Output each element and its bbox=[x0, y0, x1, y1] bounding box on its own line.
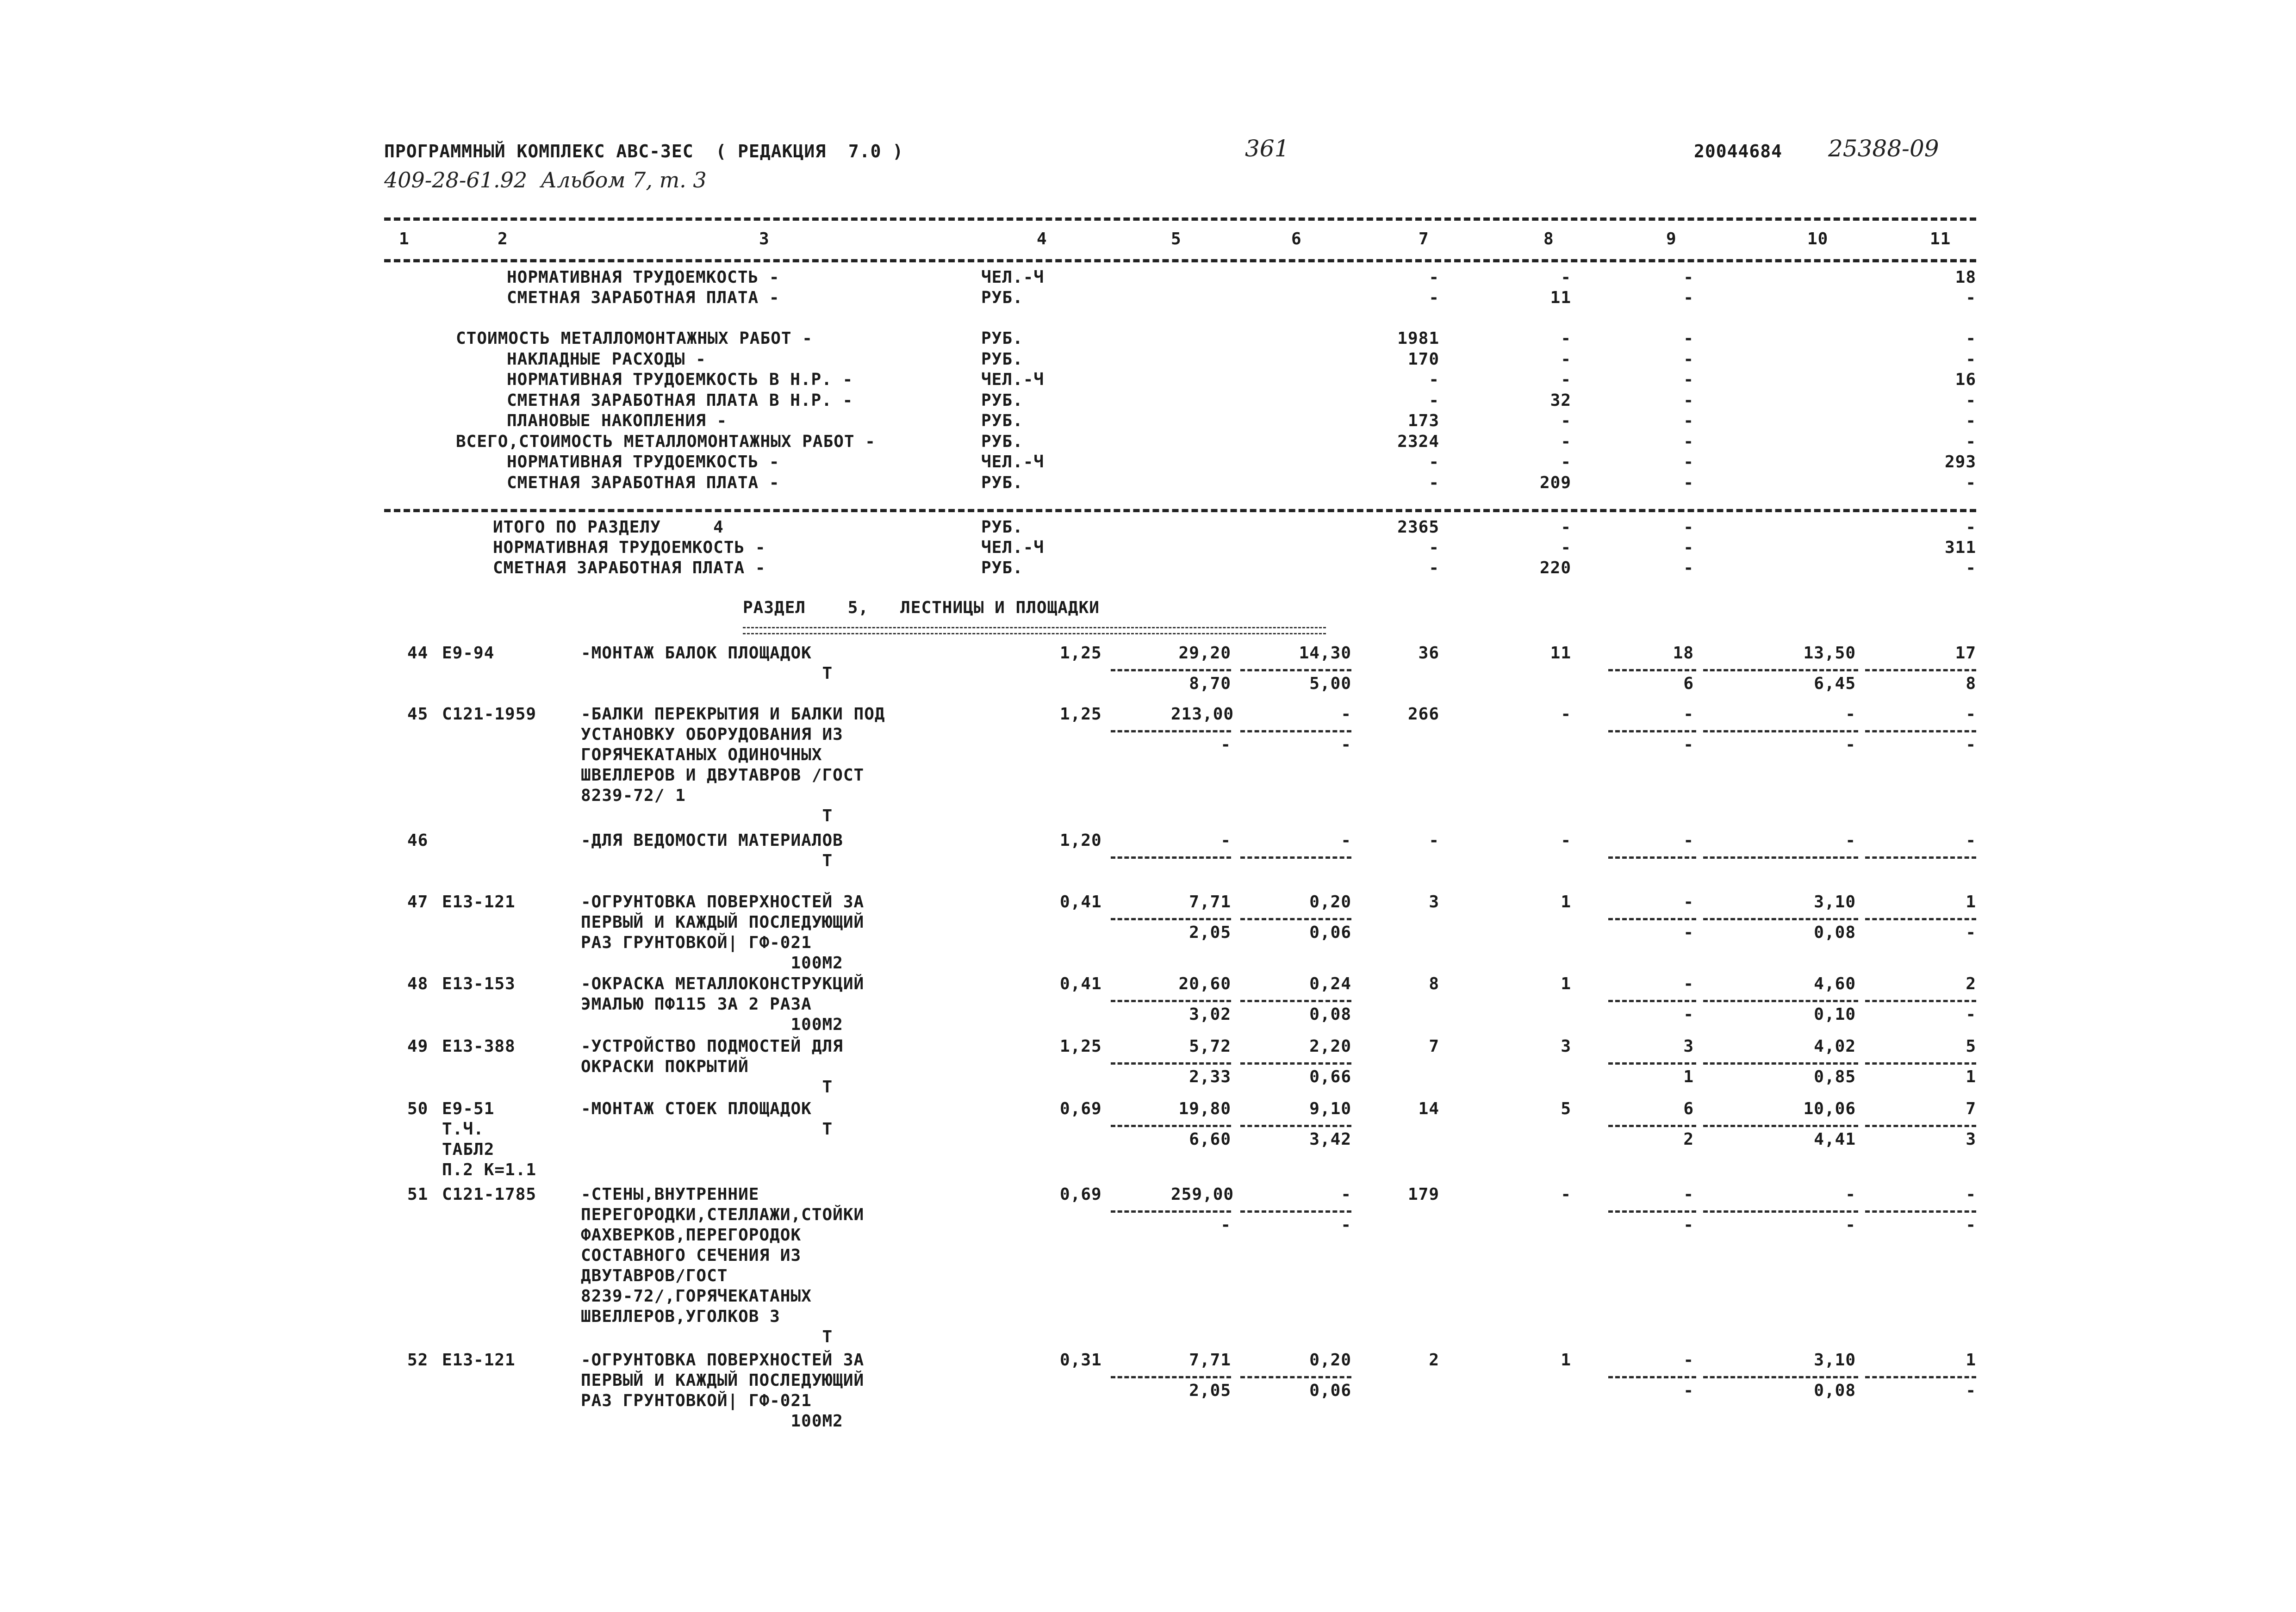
summary-col8: 32 bbox=[1550, 391, 1571, 410]
item-underline-6 bbox=[1240, 856, 1351, 859]
item-unit-wage-sub: 0,66 bbox=[1309, 1067, 1351, 1086]
item-underline-11 bbox=[1865, 669, 1976, 671]
table-header-rule bbox=[384, 259, 1976, 262]
item-col10: - bbox=[1845, 1185, 1856, 1204]
item-unit-wage-sub: - bbox=[1341, 1215, 1351, 1234]
item-code: С121-1959 bbox=[442, 705, 537, 724]
item-description: -ДЛЯ ВЕДОМОСТИ МАТЕРИАЛОВ Т bbox=[581, 831, 843, 870]
item-underline-10 bbox=[1703, 1000, 1858, 1002]
item-underline-9 bbox=[1608, 856, 1696, 859]
summary-col11: 311 bbox=[1944, 538, 1976, 557]
item-unit-cost: 29,20 bbox=[1178, 644, 1231, 663]
item-col10-sub: - bbox=[1845, 735, 1856, 754]
item-number: 51 bbox=[407, 1185, 429, 1204]
column-number-1: 1 bbox=[399, 229, 410, 248]
summary-unit: РУБ. bbox=[981, 391, 1023, 410]
item-col10: 4,02 bbox=[1814, 1037, 1856, 1056]
item-underline-6 bbox=[1240, 1000, 1351, 1002]
item-unit-wage: 0,20 bbox=[1309, 1351, 1351, 1370]
summary-col11: - bbox=[1966, 329, 1976, 348]
item-unit-cost-sub: - bbox=[1220, 735, 1231, 754]
item-unit-cost: - bbox=[1220, 831, 1231, 850]
summary-col7: - bbox=[1429, 473, 1439, 492]
item-col9: - bbox=[1683, 1351, 1694, 1370]
column-number-9: 9 bbox=[1666, 229, 1677, 248]
item-unit-cost-sub: 2,33 bbox=[1189, 1067, 1231, 1086]
summary-col7: 2324 bbox=[1397, 432, 1439, 451]
column-number-5: 5 bbox=[1171, 229, 1182, 248]
item-unit-wage: - bbox=[1341, 1185, 1351, 1204]
item-col11-sub: 1 bbox=[1966, 1067, 1976, 1086]
item-underline-6 bbox=[1240, 730, 1351, 732]
item-col10: 3,10 bbox=[1814, 1351, 1856, 1370]
item-col10-sub: 6,45 bbox=[1814, 674, 1856, 693]
item-code: Е13-153 bbox=[442, 974, 516, 993]
summary-unit: ЧЕЛ.-Ч bbox=[981, 370, 1045, 389]
summary-col7: - bbox=[1429, 558, 1439, 577]
item-col10: - bbox=[1845, 705, 1856, 724]
item-total-wage: - bbox=[1561, 1185, 1571, 1204]
table-top-rule bbox=[384, 217, 1976, 221]
item-col9-sub: - bbox=[1683, 1215, 1694, 1234]
item-col11: 1 bbox=[1966, 1351, 1976, 1370]
summary-unit: РУБ. bbox=[981, 329, 1023, 348]
item-unit-wage: - bbox=[1341, 705, 1351, 724]
summary-label: ИТОГО ПО РАЗДЕЛУ 4 bbox=[493, 518, 724, 537]
summary-col8: - bbox=[1561, 370, 1571, 389]
item-total-wage: - bbox=[1561, 705, 1571, 724]
item-quantity: 1,25 bbox=[1060, 644, 1102, 663]
item-underline-11 bbox=[1865, 1210, 1976, 1213]
summary-col7: 170 bbox=[1407, 349, 1439, 369]
summary-unit: ЧЕЛ.-Ч bbox=[981, 453, 1045, 471]
summary-unit: ЧЕЛ.-Ч bbox=[981, 538, 1045, 557]
item-number: 50 bbox=[407, 1099, 429, 1118]
summary-col8: 209 bbox=[1539, 473, 1571, 492]
summary-label: СМЕТНАЯ ЗАРАБОТНАЯ ПЛАТА - bbox=[493, 558, 766, 577]
item-unit-cost: 7,71 bbox=[1189, 893, 1231, 911]
item-col10-sub: - bbox=[1845, 1215, 1856, 1234]
item-col9: 18 bbox=[1673, 644, 1694, 663]
item-total-wage: 11 bbox=[1550, 644, 1571, 663]
summary-label: ВСЕГО,СТОИМОСТЬ МЕТАЛЛОМОНТАЖНЫХ РАБОТ - bbox=[456, 432, 876, 451]
item-underline-10 bbox=[1703, 1210, 1858, 1213]
item-total-wage: 1 bbox=[1561, 1351, 1571, 1370]
item-underline-9 bbox=[1608, 1125, 1696, 1127]
item-col10-sub: 4,41 bbox=[1814, 1130, 1856, 1149]
item-description: -ОГРУНТОВКА ПОВЕРХНОСТЕЙ ЗА ПЕРВЫЙ И КАЖДЫЙ ПОСЛЕДУЮЩИЙ РАЗ ГРУНТОВКОЙ| ГФ-021 100М2 bbox=[581, 1351, 865, 1431]
item-underline-5 bbox=[1111, 669, 1231, 671]
item-unit-wage: 0,20 bbox=[1309, 893, 1351, 911]
summary-col8: - bbox=[1561, 518, 1571, 537]
summary-col7: 2365 bbox=[1397, 518, 1439, 537]
item-quantity: 0,69 bbox=[1060, 1099, 1102, 1118]
item-unit-wage: 14,30 bbox=[1299, 644, 1351, 663]
item-underline-10 bbox=[1703, 918, 1858, 920]
item-unit-cost-sub: 2,05 bbox=[1189, 1381, 1231, 1400]
item-underline-5 bbox=[1111, 1125, 1231, 1127]
item-unit-cost-sub: 2,05 bbox=[1189, 923, 1231, 942]
item-col11-sub: - bbox=[1966, 923, 1976, 942]
item-unit-cost: 259,00 bbox=[1171, 1185, 1234, 1204]
item-col10: 3,10 bbox=[1814, 893, 1856, 911]
item-underline-10 bbox=[1703, 1062, 1858, 1065]
item-total-cost: 7 bbox=[1429, 1037, 1439, 1056]
item-number: 44 bbox=[407, 644, 429, 663]
summary-col9: - bbox=[1683, 411, 1694, 430]
summary-col9: - bbox=[1683, 329, 1694, 348]
summary-col9: - bbox=[1683, 370, 1694, 389]
summary-col11: 293 bbox=[1944, 453, 1976, 471]
summary-col9: - bbox=[1683, 518, 1694, 537]
summary-col11: - bbox=[1966, 349, 1976, 369]
item-quantity: 0,41 bbox=[1060, 893, 1102, 911]
item-underline-5 bbox=[1111, 918, 1231, 920]
item-total-cost: 266 bbox=[1407, 705, 1439, 724]
section-title: РАЗДЕЛ 5, ЛЕСТНИЦЫ И ПЛОЩАДКИ bbox=[743, 598, 1100, 617]
item-total-wage: 5 bbox=[1561, 1099, 1571, 1118]
item-col9-sub: 1 bbox=[1683, 1067, 1694, 1086]
summary-unit: РУБ. bbox=[981, 558, 1023, 577]
summary-col11: - bbox=[1966, 391, 1976, 410]
item-quantity: 0,69 bbox=[1060, 1185, 1102, 1204]
item-total-wage: 3 bbox=[1561, 1037, 1571, 1056]
summary-label: СТОИМОСТЬ МЕТАЛЛОМОНТАЖНЫХ РАБОТ - bbox=[456, 329, 813, 348]
item-number: 48 bbox=[407, 974, 429, 993]
item-col11: 2 bbox=[1966, 974, 1976, 993]
summary-col9: - bbox=[1683, 288, 1694, 307]
summary-unit: РУБ. bbox=[981, 349, 1023, 369]
summary-col8: - bbox=[1561, 453, 1571, 471]
summary-label: НОРМАТИВНАЯ ТРУДОЕМКОСТЬ - bbox=[493, 538, 766, 557]
summary-col8: - bbox=[1561, 349, 1571, 369]
column-number-11: 11 bbox=[1930, 229, 1951, 248]
item-total-cost: 14 bbox=[1418, 1099, 1439, 1118]
column-number-10: 10 bbox=[1807, 229, 1829, 248]
item-col11-sub: - bbox=[1966, 1381, 1976, 1400]
item-total-cost: - bbox=[1429, 831, 1439, 850]
item-col10: 10,06 bbox=[1803, 1099, 1856, 1118]
column-number-7: 7 bbox=[1419, 229, 1429, 248]
item-unit-cost-sub: 8,70 bbox=[1189, 674, 1231, 693]
item-underline-9 bbox=[1608, 1210, 1696, 1213]
item-unit-cost: 20,60 bbox=[1178, 974, 1231, 993]
item-quantity: 1,25 bbox=[1060, 1037, 1102, 1056]
item-underline-9 bbox=[1608, 918, 1696, 920]
item-code: Е13-121 bbox=[442, 893, 516, 911]
item-unit-wage-sub: 5,00 bbox=[1309, 674, 1351, 693]
summary-col11: - bbox=[1966, 432, 1976, 451]
item-underline-9 bbox=[1608, 1376, 1696, 1378]
item-unit-wage: 9,10 bbox=[1309, 1099, 1351, 1118]
item-unit-cost-sub: - bbox=[1220, 1215, 1231, 1234]
item-unit-wage: 2,20 bbox=[1309, 1037, 1351, 1056]
item-description: -ОГРУНТОВКА ПОВЕРХНОСТЕЙ ЗА ПЕРВЫЙ И КАЖДЫЙ ПОСЛЕДУЮЩИЙ РАЗ ГРУНТОВКОЙ| ГФ-021 100М2 bbox=[581, 893, 865, 973]
item-unit-cost-sub: 6,60 bbox=[1189, 1130, 1231, 1149]
item-description: -ОКРАСКА МЕТАЛЛОКОНСТРУКЦИЙ ЭМАЛЬЮ ПФ115 ЗА 2 РАЗА 100М2 bbox=[581, 974, 865, 1034]
item-underline-6 bbox=[1240, 1376, 1351, 1378]
item-underline-10 bbox=[1703, 856, 1858, 859]
item-underline-6 bbox=[1240, 1125, 1351, 1127]
item-number: 45 bbox=[407, 705, 429, 724]
summary-col7: - bbox=[1429, 268, 1439, 287]
item-underline-11 bbox=[1865, 730, 1976, 732]
summary-unit: РУБ. bbox=[981, 432, 1023, 451]
item-underline-9 bbox=[1608, 1062, 1696, 1065]
item-underline-10 bbox=[1703, 1125, 1858, 1127]
summary-col11: - bbox=[1966, 411, 1976, 430]
item-underline-5 bbox=[1111, 1210, 1231, 1213]
summary-col11: - bbox=[1966, 518, 1976, 537]
item-col11: - bbox=[1966, 1185, 1976, 1204]
summary-col9: - bbox=[1683, 349, 1694, 369]
item-quantity: 1,25 bbox=[1060, 705, 1102, 724]
item-col9-sub: - bbox=[1683, 1381, 1694, 1400]
item-col10-sub: 0,08 bbox=[1814, 1381, 1856, 1400]
item-total-cost: 8 bbox=[1429, 974, 1439, 993]
summary-col7: - bbox=[1429, 288, 1439, 307]
item-quantity: 1,20 bbox=[1060, 831, 1102, 850]
summary-unit: РУБ. bbox=[981, 288, 1023, 307]
item-col11: 5 bbox=[1966, 1037, 1976, 1056]
summary-col7: 1981 bbox=[1397, 329, 1439, 348]
item-underline-10 bbox=[1703, 730, 1858, 732]
item-underline-9 bbox=[1608, 669, 1696, 671]
item-col9-sub: 2 bbox=[1683, 1130, 1694, 1149]
summary-col11: 18 bbox=[1955, 268, 1976, 287]
summary-unit: РУБ. bbox=[981, 518, 1023, 537]
item-underline-10 bbox=[1703, 669, 1858, 671]
summary-col11: 16 bbox=[1955, 370, 1976, 389]
item-col11: 7 bbox=[1966, 1099, 1976, 1118]
item-unit-wage: - bbox=[1341, 831, 1351, 850]
summary-col11: - bbox=[1966, 558, 1976, 577]
page-number: 361 bbox=[1245, 135, 1289, 162]
summary-col9: - bbox=[1683, 391, 1694, 410]
summary-col7: - bbox=[1429, 370, 1439, 389]
summary-label: СМЕТНАЯ ЗАРАБОТНАЯ ПЛАТА - bbox=[507, 288, 780, 307]
item-description: -БАЛКИ ПЕРЕКРЫТИЯ И БАЛКИ ПОД УСТАНОВКУ ОБОРУДОВАНИЯ ИЗ ГОРЯЧЕКАТАНЫХ ОДИНОЧНЫХ ШВЕЛЛЕРОВ И ДВУТАВРОВ /ГОСТ 8239-72/ 1 Т bbox=[581, 705, 885, 825]
item-total-cost: 179 bbox=[1407, 1185, 1439, 1204]
item-unit-cost: 213,00 bbox=[1171, 705, 1234, 724]
item-col10-sub: 0,10 bbox=[1814, 1005, 1856, 1024]
column-number-3: 3 bbox=[759, 229, 770, 248]
item-underline-11 bbox=[1865, 1125, 1976, 1127]
item-unit-wage-sub: 0,06 bbox=[1309, 1381, 1351, 1400]
item-col9: - bbox=[1683, 831, 1694, 850]
summary-label: СМЕТНАЯ ЗАРАБОТНАЯ ПЛАТА - bbox=[507, 473, 780, 492]
item-description: -СТЕНЫ,ВНУТРЕННИЕ ПЕРЕГОРОДКИ,СТЕЛЛАЖИ,СТОЙКИ ФАХВЕРКОВ,ПЕРЕГОРОДОК СОСТАВНОГО СЕЧЕНИЯ ИЗ ДВУТАВРОВ/ГОСТ 8239-72/,ГОРЯЧЕКАТАНЫХ ШВЕЛЛЕРОВ,УГОЛКОВ 3 Т bbox=[581, 1185, 865, 1346]
summary-col9: - bbox=[1683, 268, 1694, 287]
item-col11: 1 bbox=[1966, 893, 1976, 911]
summary-col9: - bbox=[1683, 432, 1694, 451]
album-reference: 409-28-61.92 Альбом 7, т. 3 bbox=[384, 167, 707, 192]
summary-col9: - bbox=[1683, 453, 1694, 471]
column-number-2: 2 bbox=[498, 229, 508, 248]
item-col10: 4,60 bbox=[1814, 974, 1856, 993]
item-code: Е13-388 bbox=[442, 1037, 516, 1056]
item-unit-wage: 0,24 bbox=[1309, 974, 1351, 993]
summary-col9: - bbox=[1683, 473, 1694, 492]
item-total-cost: 2 bbox=[1429, 1351, 1439, 1370]
item-col10-sub: 0,85 bbox=[1814, 1067, 1856, 1086]
item-col9-sub: - bbox=[1683, 735, 1694, 754]
column-number-6: 6 bbox=[1291, 229, 1302, 248]
item-underline-11 bbox=[1865, 856, 1976, 859]
item-description: -МОНТАЖ БАЛОК ПЛОЩАДОК Т bbox=[581, 644, 833, 683]
item-underline-10 bbox=[1703, 1376, 1858, 1378]
item-unit-wage-sub: - bbox=[1341, 735, 1351, 754]
item-underline-11 bbox=[1865, 1062, 1976, 1065]
item-unit-cost-sub: 3,02 bbox=[1189, 1005, 1231, 1024]
item-col11: 17 bbox=[1955, 644, 1976, 663]
item-col9-sub: 6 bbox=[1683, 674, 1694, 693]
item-col11: - bbox=[1966, 831, 1976, 850]
item-col11: - bbox=[1966, 705, 1976, 724]
summary-col8: - bbox=[1561, 268, 1571, 287]
item-total-wage: 1 bbox=[1561, 893, 1571, 911]
summary-label: НАКЛАДНЫЕ РАСХОДЫ - bbox=[507, 349, 706, 369]
item-underline-9 bbox=[1608, 730, 1696, 732]
item-col11-sub: - bbox=[1966, 1215, 1976, 1234]
item-underline-5 bbox=[1111, 856, 1231, 859]
section-total-rule bbox=[384, 509, 1976, 512]
summary-col9: - bbox=[1683, 558, 1694, 577]
item-col9: - bbox=[1683, 893, 1694, 911]
item-underline-11 bbox=[1865, 918, 1976, 920]
summary-col8: - bbox=[1561, 432, 1571, 451]
item-total-cost: 36 bbox=[1418, 644, 1439, 663]
section-title-underline bbox=[743, 627, 1326, 628]
item-code: Е9-94 bbox=[442, 644, 495, 663]
item-unit-wage-sub: 3,42 bbox=[1309, 1130, 1351, 1149]
item-col10: 13,50 bbox=[1803, 644, 1856, 663]
item-number: 46 bbox=[407, 831, 429, 850]
summary-col7: - bbox=[1429, 538, 1439, 557]
summary-col8: - bbox=[1561, 411, 1571, 430]
item-underline-6 bbox=[1240, 918, 1351, 920]
item-unit-cost: 7,71 bbox=[1189, 1351, 1231, 1370]
section-title-underline-2 bbox=[743, 633, 1326, 634]
item-code: С121-1785 bbox=[442, 1185, 537, 1204]
item-col9-sub: - bbox=[1683, 923, 1694, 942]
item-unit-cost: 19,80 bbox=[1178, 1099, 1231, 1118]
item-code: Е13-121 bbox=[442, 1351, 516, 1370]
item-col9: 3 bbox=[1683, 1037, 1694, 1056]
summary-col8: - bbox=[1561, 329, 1571, 348]
summary-label: НОРМАТИВНАЯ ТРУДОЕМКОСТЬ - bbox=[507, 453, 780, 471]
item-underline-5 bbox=[1111, 1376, 1231, 1378]
document-code-handwritten: 25388-09 bbox=[1828, 135, 1939, 162]
program-title: ПРОГРАММНЫЙ КОМПЛЕКС АВС-3ЕС ( РЕДАКЦИЯ 7.0 ) bbox=[384, 141, 904, 161]
column-number-8: 8 bbox=[1543, 229, 1554, 248]
item-underline-9 bbox=[1608, 1000, 1696, 1002]
item-underline-11 bbox=[1865, 1000, 1976, 1002]
summary-col8: 11 bbox=[1550, 288, 1571, 307]
item-col9: - bbox=[1683, 1185, 1694, 1204]
summary-col7: - bbox=[1429, 391, 1439, 410]
summary-col8: 220 bbox=[1539, 558, 1571, 577]
item-col10-sub: 0,08 bbox=[1814, 923, 1856, 942]
item-code: Е9-51 Т.Ч. ТАБЛ2 П.2 К=1.1 bbox=[442, 1099, 537, 1179]
summary-col11: - bbox=[1966, 288, 1976, 307]
item-col9: 6 bbox=[1683, 1099, 1694, 1118]
item-number: 52 bbox=[407, 1351, 429, 1370]
summary-unit: ЧЕЛ.-Ч bbox=[981, 268, 1045, 287]
summary-label: СМЕТНАЯ ЗАРАБОТНАЯ ПЛАТА В Н.Р. - bbox=[507, 391, 853, 410]
summary-label: НОРМАТИВНАЯ ТРУДОЕМКОСТЬ В Н.Р. - bbox=[507, 370, 853, 389]
item-col11-sub: 3 bbox=[1966, 1130, 1976, 1149]
summary-unit: РУБ. bbox=[981, 473, 1023, 492]
item-col11-sub: 8 bbox=[1966, 674, 1976, 693]
summary-col8: - bbox=[1561, 538, 1571, 557]
item-underline-6 bbox=[1240, 1062, 1351, 1065]
item-total-cost: 3 bbox=[1429, 893, 1439, 911]
item-underline-5 bbox=[1111, 1000, 1231, 1002]
summary-col11: - bbox=[1966, 473, 1976, 492]
item-quantity: 0,41 bbox=[1060, 974, 1102, 993]
document-code: 20044684 bbox=[1694, 141, 1783, 161]
item-number: 49 bbox=[407, 1037, 429, 1056]
item-col10: - bbox=[1845, 831, 1856, 850]
item-number: 47 bbox=[407, 893, 429, 911]
summary-col7: - bbox=[1429, 453, 1439, 471]
item-col9: - bbox=[1683, 705, 1694, 724]
item-underline-11 bbox=[1865, 1376, 1976, 1378]
item-col11-sub: - bbox=[1966, 735, 1976, 754]
item-col9-sub: - bbox=[1683, 1005, 1694, 1024]
item-col9: - bbox=[1683, 974, 1694, 993]
item-underline-6 bbox=[1240, 1210, 1351, 1213]
column-number-4: 4 bbox=[1037, 229, 1047, 248]
summary-col7: 173 bbox=[1407, 411, 1439, 430]
item-description: -МОНТАЖ СТОЕК ПЛОЩАДОК Т bbox=[581, 1099, 833, 1139]
item-col11-sub: - bbox=[1966, 1005, 1976, 1024]
summary-unit: РУБ. bbox=[981, 411, 1023, 430]
summary-label: НОРМАТИВНАЯ ТРУДОЕМКОСТЬ - bbox=[507, 268, 780, 287]
item-unit-wage-sub: 0,08 bbox=[1309, 1005, 1351, 1024]
item-underline-5 bbox=[1111, 1062, 1231, 1065]
item-unit-wage-sub: 0,06 bbox=[1309, 923, 1351, 942]
item-underline-5 bbox=[1111, 730, 1231, 732]
summary-col9: - bbox=[1683, 538, 1694, 557]
summary-label: ПЛАНОВЫЕ НАКОПЛЕНИЯ - bbox=[507, 411, 728, 430]
item-total-wage: - bbox=[1561, 831, 1571, 850]
item-total-wage: 1 bbox=[1561, 974, 1571, 993]
item-quantity: 0,31 bbox=[1060, 1351, 1102, 1370]
item-unit-cost: 5,72 bbox=[1189, 1037, 1231, 1056]
item-underline-6 bbox=[1240, 669, 1351, 671]
item-description: -УСТРОЙСТВО ПОДМОСТЕЙ ДЛЯ ОКРАСКИ ПОКРЫТИЙ Т bbox=[581, 1037, 843, 1097]
